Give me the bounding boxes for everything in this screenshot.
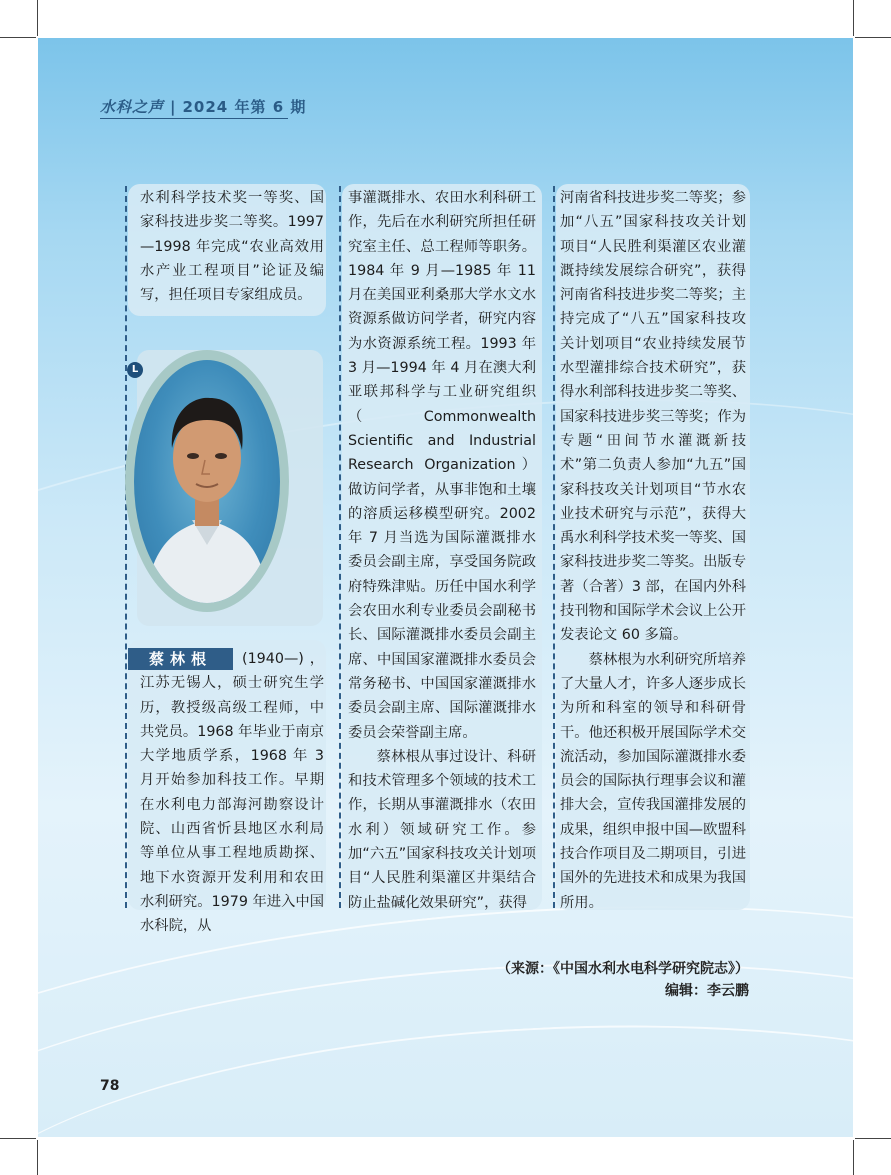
paragraph: 事灌溉排水、农田水利科研工作，先后在水利研究所担任研究室主任、总工程师等职务。1984 年 9 月—1985 年 11 月在美国亚利桑那大学水文水资源系做访问学者，研究内容为水资源系统工程。1993 年 3 月—1994 年 4 月在澳大利亚联邦科学与工业研究组织（Commonwealth Scientific and Industrial Research Organization）做访问学者，从事非饱和土壤的溶质运移模型研究。2002 年 7 月当选为国际灌溉排水委员会副主席，享受国务院政府特殊津贴。历任中国水利学会农田水利专业委员会副秘书长、国际灌溉排水委员会副主席、中国国家灌溉排水委员会常务秘书、中国国家灌溉排水委员会副主席、国际灌溉排水委员会荣誉副主席。 xyxy=(348,190,536,741)
paragraph: 蔡林根为水利研究所培养了大量人才，许多人逐步成长为所和科室的领导和科研骨干。他还积极开展国际学术交流活动，参加国际灌溉排水委员会的国际执行理事会议和灌排大会，宣传我国灌排发展的成果，组织申报中国—欧盟科技合作项目及二期项目，引进国外的先进技术和成果为我国所用。 xyxy=(560,651,746,911)
magazine-name: 水科之声 xyxy=(100,98,165,116)
column-divider xyxy=(125,186,127,908)
column-divider xyxy=(553,186,555,908)
header-separator: | xyxy=(170,97,177,116)
paragraph: 水利科学技术奖一等奖、国家科技进步奖二等奖。1997—1998 年完成“农业高效用水产业工程项目”论证及编写，担任项目专家组成员。 xyxy=(140,190,324,304)
editor-credit: 编辑：李云鹏 xyxy=(665,983,749,999)
column-divider xyxy=(339,186,341,908)
page-number: 78 xyxy=(100,1078,120,1094)
crop-mark xyxy=(853,0,854,36)
crop-mark xyxy=(855,37,891,38)
issue-label: 2024 年第 6 期 xyxy=(182,98,307,116)
running-header xyxy=(100,96,306,117)
crop-mark xyxy=(0,37,36,38)
column2-text xyxy=(348,186,536,915)
column1-bio xyxy=(140,647,324,939)
column1-top-text xyxy=(140,186,324,307)
header-rule xyxy=(100,118,288,119)
column3-text xyxy=(560,186,746,915)
section-marker-icon: L xyxy=(127,362,143,378)
crop-mark xyxy=(853,1140,854,1175)
paragraph: 河南省科技进步奖二等奖；参加“八五”国家科技攻关计划项目“人民胜利渠灌区农业灌溉持续发展综合研究”，获得河南省科技进步奖二等奖；主持完成了“八五”国家科技攻关计划项目“农业持续发展节水型灌排综合技术研究”，获得水利部科技进步奖二等奖、国家科技进步奖三等奖；作为专题“田间节水灌溉新技术”第二负责人参加“九五”国家科技攻关计划项目“节水农业技术研究与示范”，获得大禹水利科学技术奖一等奖、国家科技进步奖二等奖。出版专著（合著）3 部，在国内外科技刊物和国际学术会议上公开发表论文 60 多篇。 xyxy=(560,190,746,644)
paragraph: 蔡林根从事过设计、科研和技术管理多个领域的技术工作，长期从事灌溉排水（农田水利）领域研究工作。参加“六五”国家科技攻关计划项目“人民胜利渠灌区井渠结合防止盐碱化效果研究”，获得 xyxy=(348,748,536,911)
portrait-illustration xyxy=(134,360,280,603)
crop-mark xyxy=(0,1138,36,1139)
source-credit: （来源：《中国水利水电科学研究院志》） xyxy=(497,961,749,977)
person-name: 蔡林根 xyxy=(128,648,233,670)
crop-mark xyxy=(37,1140,38,1175)
portrait-photo xyxy=(134,360,280,603)
paragraph: (1940—)，江苏无锡人，硕士研究生学历，教授级高级工程师，中共党员。1968 年毕业于南京大学地质学系，1968 年 3 月开始参加科技工作。早期在水利电力部海河勘察设计院、山西省忻县地区水利局等单位从事工程地质勘探、地下水资源开发利用和农田水利研究。1979 年进入中国水科院，从 xyxy=(140,651,324,935)
crop-mark xyxy=(37,0,38,36)
crop-mark xyxy=(855,1138,891,1139)
